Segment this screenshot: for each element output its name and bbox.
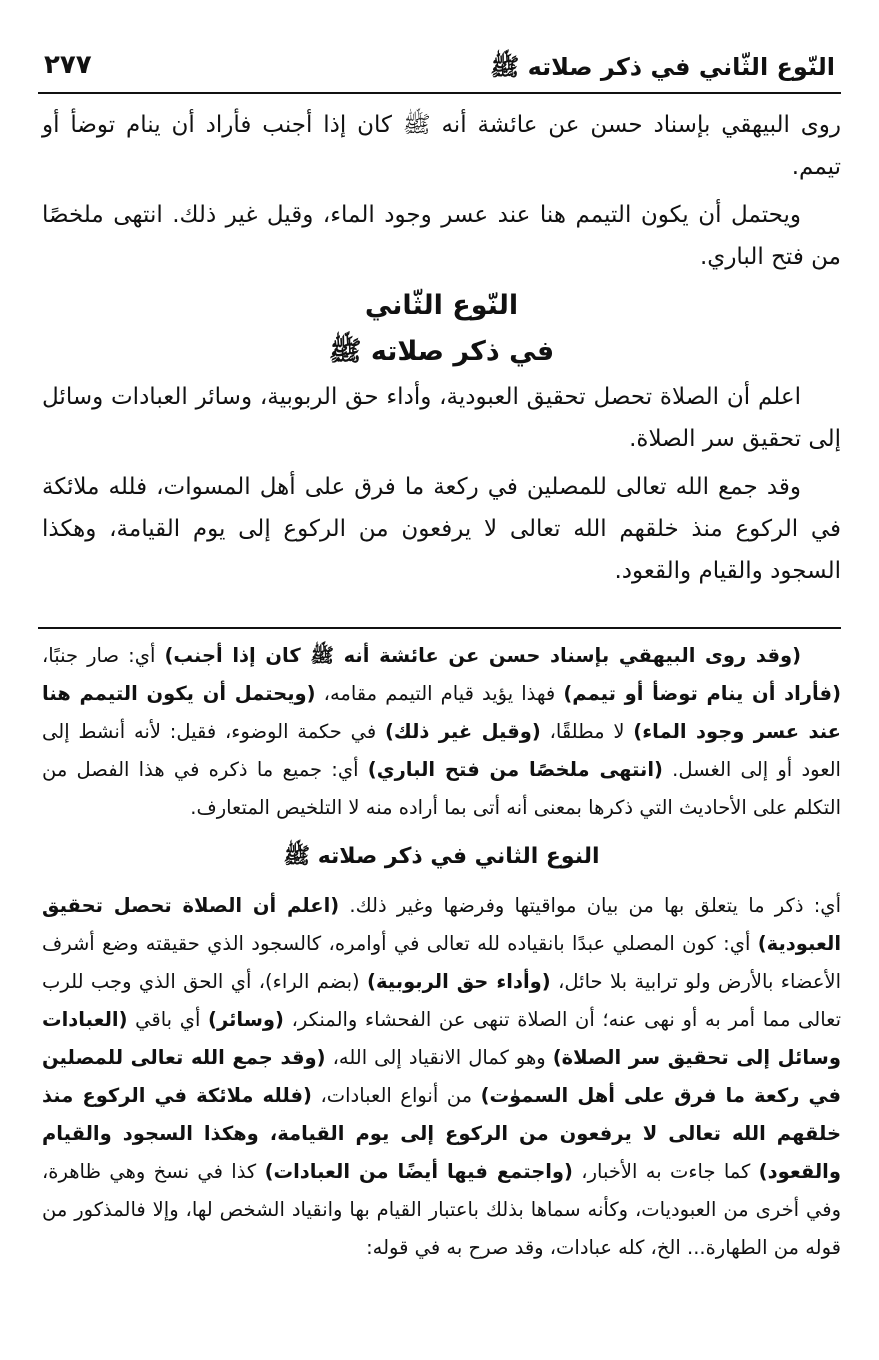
- page-number: ٢٧٧: [44, 50, 92, 80]
- main-paragraph-1: روى البيهقي بإسناد حسن عن عائشة أنه ﷺ كان إذا أجنب فأراد أن ينام توضأ أو تيمم.: [42, 112, 841, 180]
- quoted-matn: (انتهى ملخصًا من فتح الباري): [367, 758, 663, 781]
- quoted-matn: (اعلم أن الصلاة تحصل تحقيق العبودية): [42, 894, 841, 955]
- main-paragraph-4: وقد جمع الله تعالى للمصلين في ركعة ما فرق على أهل المسوات، فلله ملائكة في الركوع منذ خلقهم الله تعالى لا يرفعون من الركوع إلى يوم القيامة، وهكذا السجود والقيام والقعود.: [42, 474, 841, 584]
- section-heading-title: النّوع الثّاني: [364, 290, 519, 321]
- commentary: [42, 637, 841, 1271]
- commentary-paragraph-1: [42, 637, 841, 827]
- commentary-text: في حكمة الوضوء، فقيل: لأنه أنشط إلى العود أو إلى الغسل.: [42, 720, 841, 781]
- commentary-text: أي: ذكر ما يتعلق بها من بيان مواقيتها وفرضها وغير ذلك.: [339, 894, 841, 917]
- main-paragraph-2: ويحتمل أن يكون التيمم هنا عند عسر وجود الماء، وقيل غير ذلك. انتهى ملخصًا من فتح الباري.: [42, 202, 841, 270]
- commentary-text: أي: صار جنبًا،: [42, 644, 165, 667]
- commentary-text: من أنواع العبادات،: [311, 1084, 481, 1107]
- quoted-matn: (ويحتمل أن يكون التيمم هنا عند عسر وجود الماء): [42, 682, 841, 743]
- commentary-text: فهذا يؤيد قيام التيمم مقامه،: [315, 682, 564, 705]
- quoted-matn: (وقيل غير ذلك): [385, 720, 541, 743]
- quoted-matn: (وقد جمع الله تعالى للمصلين في ركعة ما فرق على أهل السموٰت): [42, 1046, 842, 1107]
- commentary-text: أي: كون المصلي عبدًا بانقياده لله تعالى في أوامره، كالسجود الذي حقيقته وضع أشرف الأعضاء بالأرض ولو ترابية بلا حائل،: [42, 932, 841, 993]
- quoted-matn: (وأداء حق الربوبية): [367, 970, 551, 993]
- commentary-text: أي باقي: [127, 1008, 209, 1031]
- commentary-paragraph-2: [42, 887, 841, 1267]
- commentary-text: كما جاءت به الأخبار،: [572, 1160, 759, 1183]
- quoted-matn: (العبادات وسائل إلى تحقيق سر الصلاة): [42, 1008, 841, 1069]
- quoted-matn: (فلله ملائكة في الركوع منذ خلقهم الله تعالى لا يرفعون من الركوع إلى يوم القيامة، وهكذا السجود والقيام والقعود): [42, 1084, 841, 1183]
- commentary-sub-heading: النوع الثاني في ذكر صلاته ﷺ: [283, 844, 600, 869]
- quoted-matn: (وقد روى البيهقي بإسناد حسن عن عائشة أنه ﷺ كان إذا أجنب): [164, 644, 801, 667]
- commentary-text: وهو كمال الانقياد إلى الله،: [325, 1046, 553, 1069]
- commentary-text: (بضم الراء)، أي الحق الذي وجب للرب تعالى مما أمر به أو نهى عنه؛ أن الصلاة تنهى عن الفحشاء والمنكر،: [42, 970, 841, 1031]
- quoted-matn: (وسائر): [208, 1008, 284, 1031]
- quoted-matn: (فأراد أن ينام توضأ أو تيمم): [563, 682, 841, 705]
- running-title: النّوع الثّاني في ذكر صلاته ﷺ: [490, 53, 835, 81]
- commentary-text: كذا في نسخ وهي ظاهرة، وفي أخرى من العبوديات، وكأنه سماها بذلك باعتبار القيام بها وانقياد الشخص لها، وإلا فالمذكور من قوله من الطهارة... الخ، كله عبادات، وقد صرح به في قوله:: [42, 1160, 841, 1259]
- footnote-divider: [38, 627, 841, 629]
- main-text: [42, 104, 841, 598]
- main-paragraph-3: اعلم أن الصلاة تحصل تحقيق العبودية، وأداء حق الربوبية، وسائر العبادات وسائل إلى تحقيق سر الصلاة.: [42, 384, 841, 452]
- quoted-matn: (واجتمع فيها أيضًا من العبادات): [264, 1160, 573, 1183]
- running-header: [38, 40, 841, 94]
- section-heading-subtitle: في ذكر صلاته ﷺ: [328, 336, 555, 367]
- commentary-text: أي: جميع ما ذكره في هذا الفصل من التكلم على الأحاديث التي ذكرها بمعنى أنه أتى بما أراده منه لا التلخيص المتعارف.: [42, 758, 841, 819]
- commentary-text: لا مطلقًا،: [540, 720, 634, 743]
